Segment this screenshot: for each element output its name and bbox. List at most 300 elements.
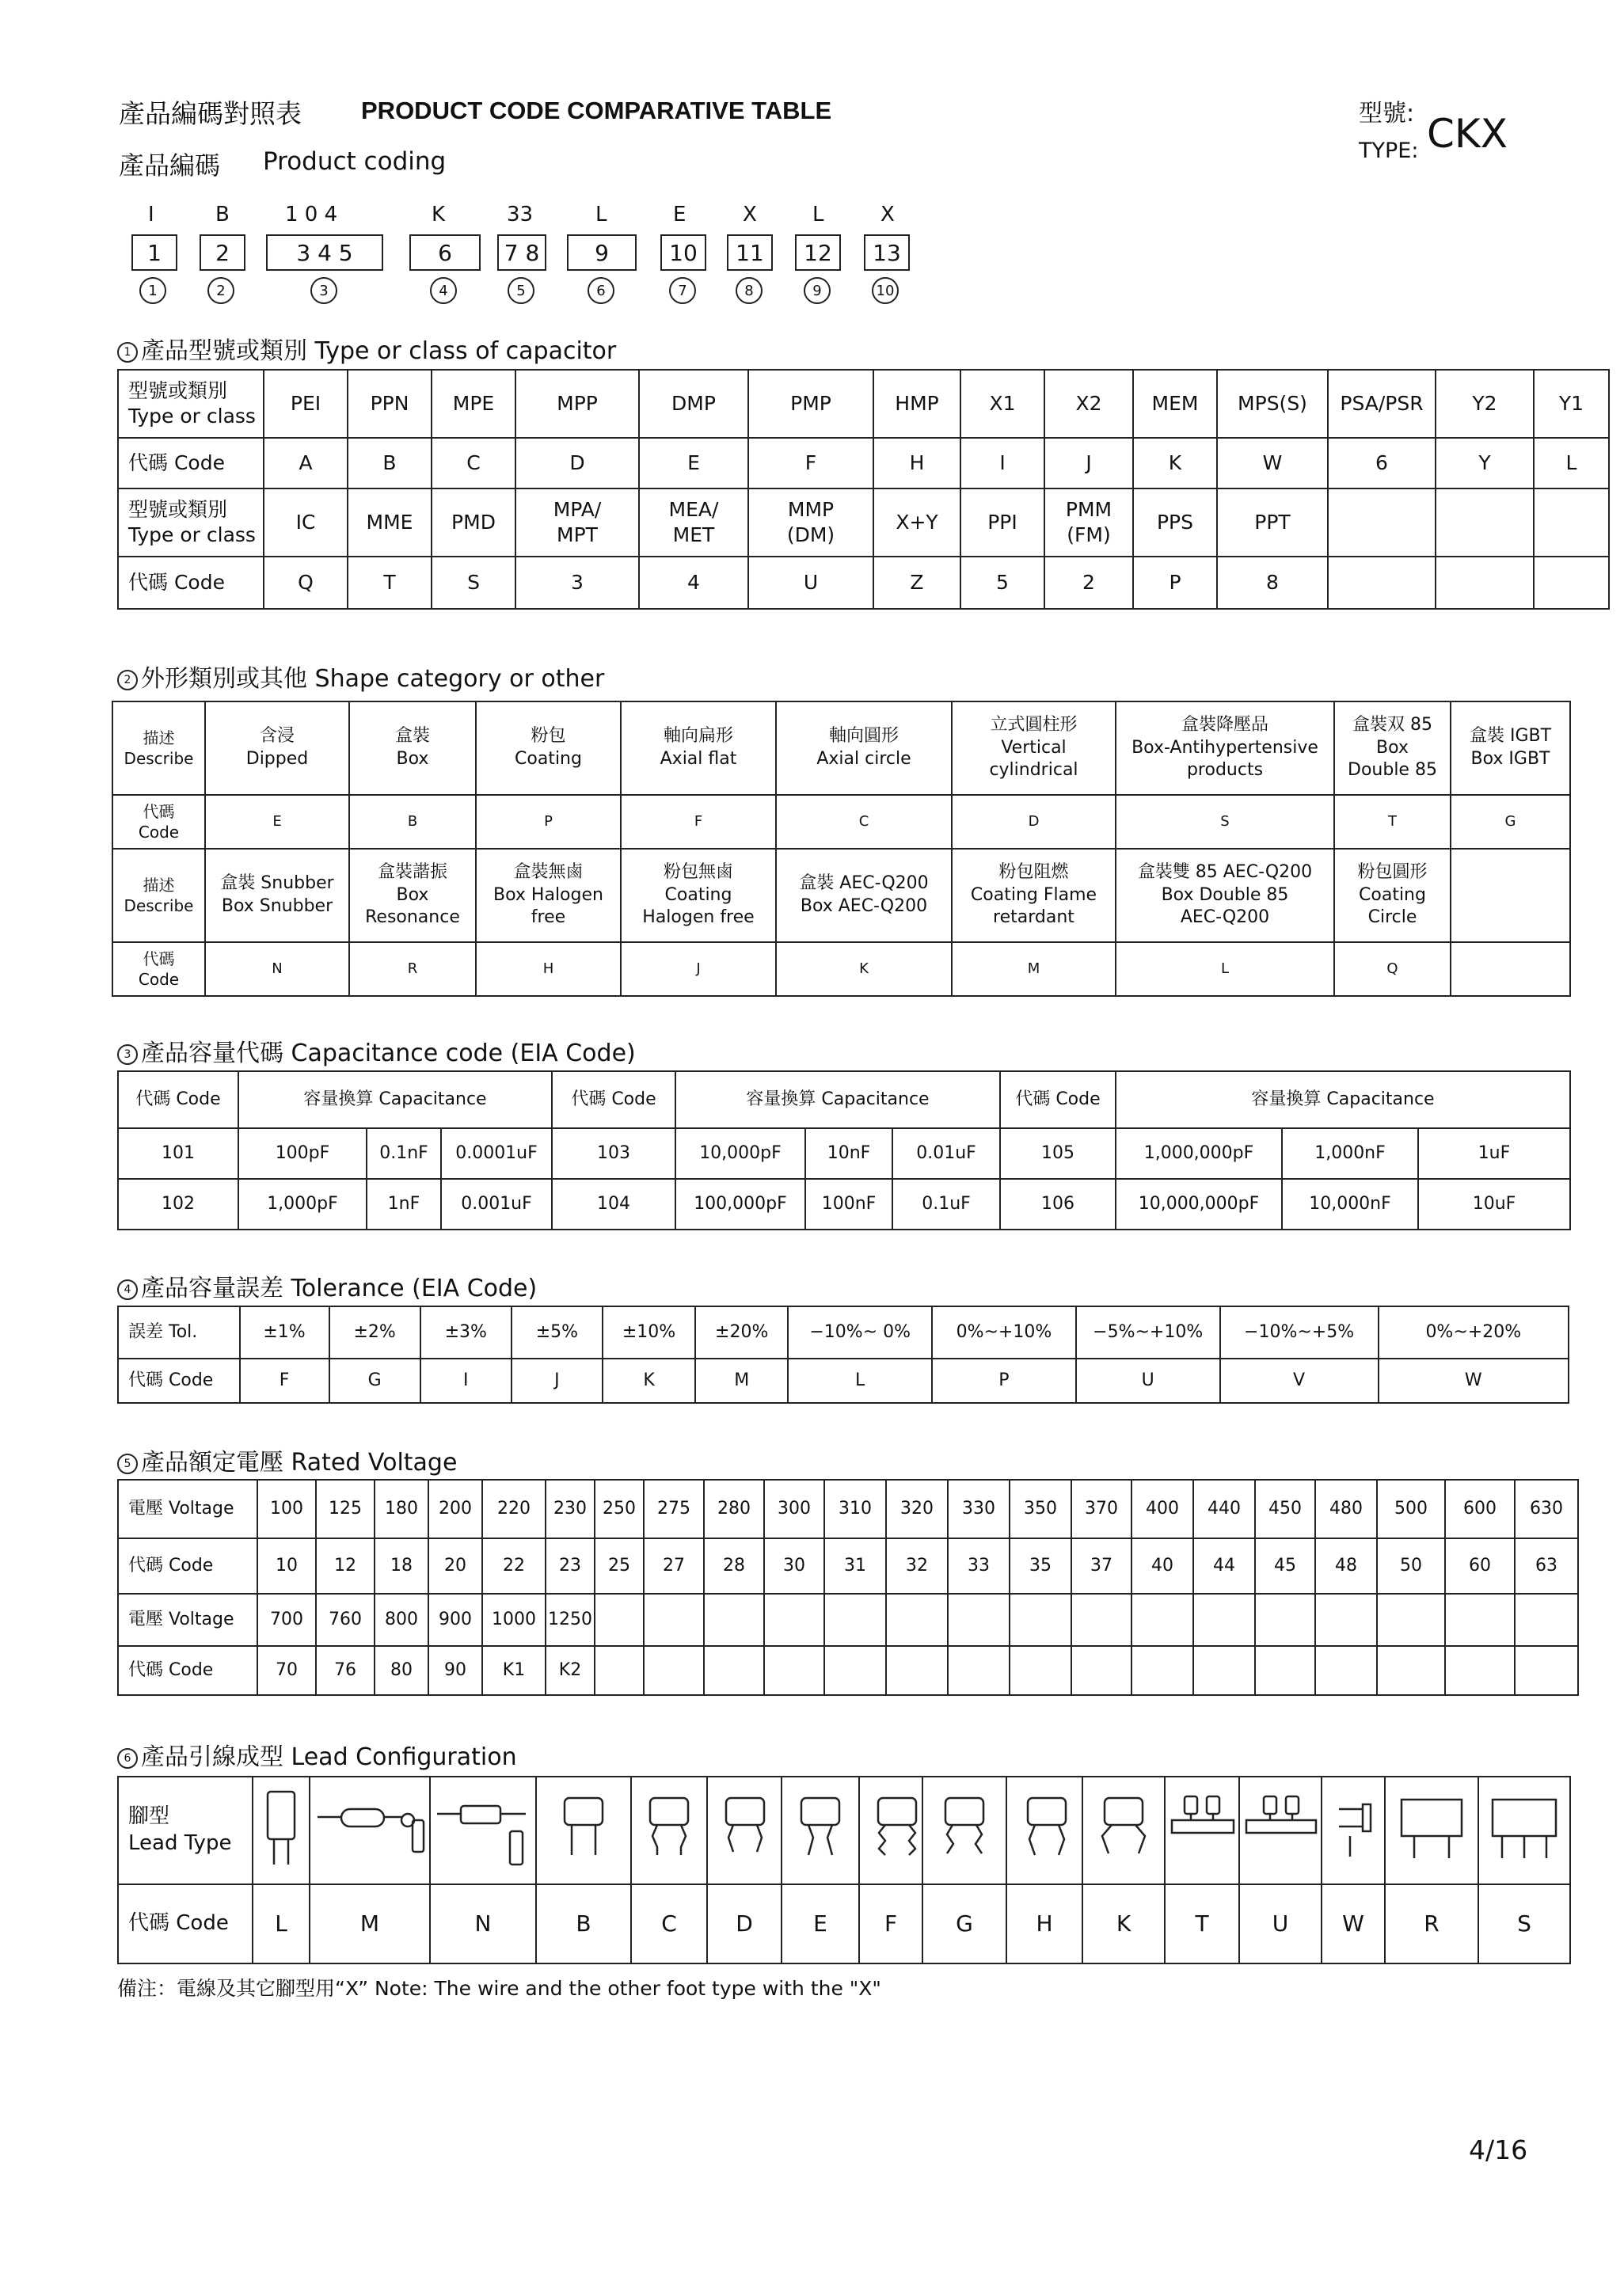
- table-cell: [595, 1646, 644, 1695]
- table-cell: Y1: [1534, 370, 1609, 438]
- row-header: 誤差 Tol.: [118, 1306, 240, 1359]
- table-row: [118, 1071, 1570, 1128]
- table-cell: B: [349, 795, 476, 849]
- section-number: 1: [117, 342, 138, 363]
- table-cell: 盒裝諧振 Box Resonance: [349, 849, 476, 942]
- footnote: 備注：電線及其它腳型用“X” Note: The wire and the other foot type with the "X": [117, 1977, 881, 2000]
- table-cell: 10,000nF: [1282, 1179, 1418, 1230]
- lead-type-m-icon: [310, 1777, 430, 1884]
- section-number: 5: [117, 1454, 138, 1474]
- table-cell: 600: [1445, 1480, 1515, 1538]
- table-cell: 200: [428, 1480, 482, 1538]
- table-cell: [948, 1646, 1010, 1695]
- table-cell: 280: [704, 1480, 764, 1538]
- table-cell: C: [631, 1884, 707, 1963]
- row-header: 代碼 Code: [118, 557, 264, 609]
- table-row: [112, 701, 1570, 795]
- table-cell: 盒裝 AEC-Q200 Box AEC-Q200: [776, 849, 952, 942]
- code-letter: 1 0 4: [285, 203, 338, 226]
- table-cell: 27: [644, 1538, 704, 1594]
- table-cell: 0.01uF: [892, 1128, 1000, 1179]
- code-box: 7 8: [497, 234, 546, 271]
- table-cell: [1451, 942, 1570, 996]
- table-cell: [644, 1594, 704, 1646]
- code-circle: 2: [207, 277, 234, 304]
- table-cell: 10uF: [1418, 1179, 1570, 1230]
- table-cell: E: [205, 795, 349, 849]
- table-cell: H: [476, 942, 621, 996]
- column-header: 代碼 Code: [1000, 1071, 1116, 1128]
- table-row: [118, 1538, 1578, 1594]
- lead-type-d-icon: [707, 1777, 782, 1884]
- table-cell: K: [603, 1359, 695, 1403]
- row-header: 代碼 Code: [118, 1646, 257, 1695]
- table-cell: [1328, 488, 1436, 557]
- code-box: 12: [795, 234, 841, 271]
- table-cell: ±1%: [240, 1306, 329, 1359]
- table-cell: F: [748, 438, 873, 488]
- table-cell: I: [960, 438, 1044, 488]
- table-cell: [1010, 1646, 1071, 1695]
- table-cell: K: [1082, 1884, 1165, 1963]
- table-cell: 800: [375, 1594, 428, 1646]
- table-cell: 4: [639, 557, 748, 609]
- table-cell: W: [1322, 1884, 1385, 1963]
- code-box: 2: [200, 234, 245, 271]
- table-cell: 0.1uF: [892, 1179, 1000, 1230]
- table-cell: 盒裝双 85 Box Double 85: [1334, 701, 1451, 795]
- lead-type-n-icon: [430, 1777, 536, 1884]
- table-cell: PEI: [264, 370, 348, 438]
- table-cell: [1315, 1594, 1377, 1646]
- table-cell: [1255, 1646, 1315, 1695]
- table-cell: M: [952, 942, 1116, 996]
- table-cell: K: [776, 942, 952, 996]
- table-cell: IC: [264, 488, 348, 557]
- row-header: 代碼 Code: [118, 438, 264, 488]
- table-cell: X+Y: [873, 488, 960, 557]
- row-header: 電壓 Voltage: [118, 1480, 257, 1538]
- table-cell: [595, 1594, 644, 1646]
- table-cell: Y2: [1436, 370, 1534, 438]
- table-cell: 20: [428, 1538, 482, 1594]
- table-cell: G: [1451, 795, 1570, 849]
- table-cell: [1515, 1594, 1578, 1646]
- table-cell: [948, 1594, 1010, 1646]
- table-cell: ±5%: [512, 1306, 603, 1359]
- table-row: [118, 1306, 1569, 1359]
- table-cell: −10%~ 0%: [788, 1306, 932, 1359]
- subtitle-cn: 產品編碼: [119, 150, 221, 181]
- section-4-title: [117, 1268, 537, 1303]
- table-cell: 1,000pF: [238, 1179, 367, 1230]
- table-cell: 100: [257, 1480, 316, 1538]
- table-cell: 500: [1377, 1480, 1445, 1538]
- table-cell: 0%~+10%: [932, 1306, 1076, 1359]
- table-cell: L: [1116, 942, 1334, 996]
- code-box: 3 4 5: [266, 234, 383, 271]
- section-title-text: 產品容量誤差 Tolerance (EIA Code): [141, 1275, 538, 1302]
- code-letter: I: [148, 203, 154, 226]
- table-cell: J: [512, 1359, 603, 1403]
- row-header: 型號或類別 Type or class: [118, 488, 264, 557]
- row-header: 代碼 Code: [118, 1538, 257, 1594]
- table-cell: [886, 1594, 948, 1646]
- table-cell: H: [873, 438, 960, 488]
- table-cell: 0.001uF: [441, 1179, 552, 1230]
- table-cell: 101: [118, 1128, 238, 1179]
- code-letter: X: [880, 203, 895, 226]
- code-circle: 8: [736, 277, 763, 304]
- table-cell: 3: [515, 557, 639, 609]
- table-cell: −5%~+10%: [1076, 1306, 1220, 1359]
- section-title-text: 產品引線成型 Lead Configuration: [141, 1743, 517, 1771]
- table-cell: 370: [1071, 1480, 1131, 1538]
- table-cell: W: [1379, 1359, 1569, 1403]
- table-cell: MMP (DM): [748, 488, 873, 557]
- shape-category-table: [112, 701, 1571, 997]
- code-letter: E: [673, 203, 686, 226]
- table-cell: 10: [257, 1538, 316, 1594]
- table-cell: 1,000,000pF: [1116, 1128, 1282, 1179]
- table-cell: 90: [428, 1646, 482, 1695]
- table-cell: [1193, 1646, 1255, 1695]
- table-cell: 1,000nF: [1282, 1128, 1418, 1179]
- type-label-en: TYPE:: [1359, 139, 1419, 163]
- table-cell: K1: [482, 1646, 546, 1695]
- table-cell: ±2%: [329, 1306, 420, 1359]
- table-cell: 2: [1044, 557, 1133, 609]
- table-cell: E: [782, 1884, 859, 1963]
- table-row: [118, 438, 1609, 488]
- table-cell: 1uF: [1418, 1128, 1570, 1179]
- table-cell: 35: [1010, 1538, 1071, 1594]
- table-cell: B: [348, 438, 432, 488]
- code-box: 11: [727, 234, 773, 271]
- table-cell: 0.0001uF: [441, 1128, 552, 1179]
- table-cell: 330: [948, 1480, 1010, 1538]
- table-cell: 80: [375, 1646, 428, 1695]
- table-cell: 275: [644, 1480, 704, 1538]
- table-cell: 300: [764, 1480, 824, 1538]
- lead-type-f-icon: [859, 1777, 922, 1884]
- lead-type-w-icon: [1322, 1777, 1385, 1884]
- table-cell: MPS(S): [1217, 370, 1328, 438]
- table-cell: [764, 1646, 824, 1695]
- table-cell: L: [1534, 438, 1609, 488]
- lead-type-l-icon: [253, 1777, 310, 1884]
- row-header: 代碼 Code: [118, 1359, 240, 1403]
- table-row: [112, 942, 1570, 996]
- rated-voltage-table: [117, 1479, 1579, 1696]
- table-cell: [1193, 1594, 1255, 1646]
- table-cell: [886, 1646, 948, 1695]
- table-cell: M: [310, 1884, 430, 1963]
- table-cell: [1377, 1594, 1445, 1646]
- table-cell: [704, 1646, 764, 1695]
- table-cell: W: [1217, 438, 1328, 488]
- table-cell: U: [748, 557, 873, 609]
- table-cell: 25: [595, 1538, 644, 1594]
- table-cell: A: [264, 438, 348, 488]
- table-cell: M: [695, 1359, 788, 1403]
- table-cell: C: [776, 795, 952, 849]
- table-cell: P: [932, 1359, 1076, 1403]
- table-row: [118, 1594, 1578, 1646]
- table-cell: 220: [482, 1480, 546, 1538]
- table-row: [112, 795, 1570, 849]
- code-circle: 7: [669, 277, 696, 304]
- table-cell: 40: [1131, 1538, 1193, 1594]
- table-cell: 37: [1071, 1538, 1131, 1594]
- table-cell: 粉包圓形 Coating Circle: [1334, 849, 1451, 942]
- code-circle: 6: [588, 277, 614, 304]
- code-circle: 1: [139, 277, 166, 304]
- table-cell: X1: [960, 370, 1044, 438]
- table-cell: Z: [873, 557, 960, 609]
- type-class-table: [117, 369, 1610, 610]
- table-cell: E: [639, 438, 748, 488]
- table-cell: 320: [886, 1480, 948, 1538]
- table-cell: 6: [1328, 438, 1436, 488]
- table-cell: P: [1133, 557, 1217, 609]
- table-cell: 400: [1131, 1480, 1193, 1538]
- code-box: 10: [660, 234, 706, 271]
- table-cell: D: [515, 438, 639, 488]
- table-cell: 60: [1445, 1538, 1515, 1594]
- table-cell: [1131, 1594, 1193, 1646]
- table-cell: 125: [316, 1480, 375, 1538]
- code-circle: 4: [430, 277, 457, 304]
- table-cell: ±10%: [603, 1306, 695, 1359]
- table-cell: [1515, 1646, 1578, 1695]
- section-2-title: [117, 659, 604, 694]
- table-cell: [1131, 1646, 1193, 1695]
- table-cell: DMP: [639, 370, 748, 438]
- column-header: 代碼 Code: [552, 1071, 675, 1128]
- table-cell: F: [240, 1359, 329, 1403]
- table-cell: 5: [960, 557, 1044, 609]
- code-circle: 9: [804, 277, 831, 304]
- table-cell: 700: [257, 1594, 316, 1646]
- table-cell: 18: [375, 1538, 428, 1594]
- table-cell: R: [349, 942, 476, 996]
- table-cell: [824, 1646, 886, 1695]
- table-cell: MEM: [1133, 370, 1217, 438]
- table-cell: 粉包阻燃 Coating Flame retardant: [952, 849, 1116, 942]
- column-header: 代碼 Code: [118, 1071, 238, 1128]
- row-header: 描述 Describe: [112, 849, 205, 942]
- table-cell: [1445, 1646, 1515, 1695]
- column-header: 容量換算 Capacitance: [1116, 1071, 1570, 1128]
- table-cell: B: [536, 1884, 631, 1963]
- row-header: 描述 Describe: [112, 701, 205, 795]
- table-cell: 軸向圓形 Axial circle: [776, 701, 952, 795]
- table-row: [118, 1179, 1570, 1230]
- table-cell: ±20%: [695, 1306, 788, 1359]
- table-cell: 23: [546, 1538, 595, 1594]
- table-cell: 760: [316, 1594, 375, 1646]
- lead-type-h-icon: [1006, 1777, 1082, 1884]
- code-letter: L: [595, 203, 607, 226]
- table-cell: 軸向扁形 Axial flat: [621, 701, 776, 795]
- table-cell: PMD: [432, 488, 515, 557]
- section-title-text: 產品容量代碼 Capacitance code (EIA Code): [141, 1040, 636, 1067]
- table-cell: 350: [1010, 1480, 1071, 1538]
- table-row: [118, 1480, 1578, 1538]
- table-cell: [1315, 1646, 1377, 1695]
- row-header: 型號或類別 Type or class: [118, 370, 264, 438]
- page-title-cn: 產品編碼對照表: [119, 98, 302, 129]
- table-cell: T: [1334, 795, 1451, 849]
- table-cell: MEA/ MET: [639, 488, 748, 557]
- table-cell: −10%~+5%: [1220, 1306, 1379, 1359]
- section-number: 4: [117, 1279, 138, 1300]
- code-letter: B: [215, 203, 230, 226]
- section-1-title: [117, 331, 616, 366]
- table-row: [118, 1884, 1570, 1963]
- table-cell: 180: [375, 1480, 428, 1538]
- table-cell: 30: [764, 1538, 824, 1594]
- lead-type-r-icon: [1385, 1777, 1478, 1884]
- table-cell: J: [1044, 438, 1133, 488]
- table-cell: 450: [1255, 1480, 1315, 1538]
- lead-configuration-table: [117, 1776, 1571, 1964]
- row-header: 電壓 Voltage: [118, 1594, 257, 1646]
- table-cell: 250: [595, 1480, 644, 1538]
- section-title-text: 產品型號或類別 Type or class of capacitor: [141, 337, 617, 365]
- table-cell: 63: [1515, 1538, 1578, 1594]
- column-header: 容量換算 Capacitance: [675, 1071, 1000, 1128]
- table-cell: 100,000pF: [675, 1179, 805, 1230]
- table-cell: HMP: [873, 370, 960, 438]
- table-cell: 10,000pF: [675, 1128, 805, 1179]
- table-cell: 480: [1315, 1480, 1377, 1538]
- table-row: [118, 557, 1609, 609]
- table-cell: X2: [1044, 370, 1133, 438]
- table-row: [118, 1777, 1570, 1884]
- table-cell: [1328, 557, 1436, 609]
- table-cell: 盒裝降壓品 Box-Antihypertensive products: [1116, 701, 1334, 795]
- lead-type-b-icon: [536, 1777, 631, 1884]
- table-cell: MME: [348, 488, 432, 557]
- table-cell: [1436, 488, 1534, 557]
- table-cell: ±3%: [420, 1306, 512, 1359]
- table-cell: 1000: [482, 1594, 546, 1646]
- table-cell: 70: [257, 1646, 316, 1695]
- table-row: [118, 1646, 1578, 1695]
- table-cell: P: [476, 795, 621, 849]
- table-cell: [764, 1594, 824, 1646]
- column-header: 容量換算 Capacitance: [238, 1071, 552, 1128]
- lead-type-c-icon: [631, 1777, 707, 1884]
- table-cell: [644, 1646, 704, 1695]
- table-cell: 105: [1000, 1128, 1116, 1179]
- table-cell: L: [788, 1359, 932, 1403]
- type-label-cn: 型號:: [1359, 100, 1415, 127]
- lead-type-e-icon: [782, 1777, 859, 1884]
- table-cell: PMM (FM): [1044, 488, 1133, 557]
- table-cell: 45: [1255, 1538, 1315, 1594]
- table-cell: 104: [552, 1179, 675, 1230]
- table-cell: H: [1006, 1884, 1082, 1963]
- table-cell: F: [859, 1884, 922, 1963]
- table-cell: Q: [264, 557, 348, 609]
- table-cell: 22: [482, 1538, 546, 1594]
- table-cell: Q: [1334, 942, 1451, 996]
- table-cell: 盒裝雙 85 AEC-Q200 Box Double 85 AEC-Q200: [1116, 849, 1334, 942]
- table-cell: U: [1239, 1884, 1322, 1963]
- table-cell: 100pF: [238, 1128, 367, 1179]
- row-header: 代碼 Code: [112, 795, 205, 849]
- table-cell: PPT: [1217, 488, 1328, 557]
- row-header: 代碼 Code: [112, 942, 205, 996]
- table-cell: 粉包無鹵 Coating Halogen free: [621, 849, 776, 942]
- table-cell: 900: [428, 1594, 482, 1646]
- table-cell: PPN: [348, 370, 432, 438]
- table-cell: V: [1220, 1359, 1379, 1403]
- code-box: 6: [409, 234, 481, 271]
- table-cell: 630: [1515, 1480, 1578, 1538]
- section-number: 3: [117, 1044, 138, 1065]
- table-cell: [1071, 1594, 1131, 1646]
- section-title-text: 產品額定電壓 Rated Voltage: [141, 1449, 458, 1477]
- table-cell: 310: [824, 1480, 886, 1538]
- table-cell: 28: [704, 1538, 764, 1594]
- table-row: [118, 370, 1609, 438]
- table-cell: 立式圓柱形 Vertical cylindrical: [952, 701, 1116, 795]
- table-cell: 粉包 Coating: [476, 701, 621, 795]
- table-cell: 盒裝 Box: [349, 701, 476, 795]
- table-cell: [1451, 849, 1570, 942]
- row-header: 腳型 Lead Type: [118, 1777, 253, 1884]
- table-cell: [704, 1594, 764, 1646]
- table-cell: S: [1116, 795, 1334, 849]
- capacitance-code-table: [117, 1070, 1571, 1230]
- table-cell: PMP: [748, 370, 873, 438]
- lead-type-g-icon: [922, 1777, 1006, 1884]
- table-cell: 10nF: [805, 1128, 892, 1179]
- code-letter: X: [743, 203, 757, 226]
- section-3-title: [117, 1033, 636, 1068]
- table-cell: C: [432, 438, 515, 488]
- table-cell: [1534, 488, 1609, 557]
- code-circle: 5: [508, 277, 534, 304]
- type-value: CKX: [1427, 111, 1508, 157]
- table-cell: K2: [546, 1646, 595, 1695]
- table-cell: U: [1076, 1359, 1220, 1403]
- table-cell: 48: [1315, 1538, 1377, 1594]
- table-cell: S: [432, 557, 515, 609]
- code-circle: 10: [872, 277, 899, 304]
- table-cell: [1377, 1646, 1445, 1695]
- code-circle: 3: [310, 277, 337, 304]
- table-cell: 0.1nF: [367, 1128, 441, 1179]
- table-cell: I: [420, 1359, 512, 1403]
- code-box: 9: [567, 234, 637, 271]
- lead-type-k-icon: [1082, 1777, 1165, 1884]
- table-cell: PSA/PSR: [1328, 370, 1436, 438]
- table-cell: [824, 1594, 886, 1646]
- table-cell: [1445, 1594, 1515, 1646]
- table-cell: 10,000,000pF: [1116, 1179, 1282, 1230]
- lead-type-u-icon: [1239, 1777, 1322, 1884]
- table-cell: 盒裝 Snubber Box Snubber: [205, 849, 349, 942]
- subtitle-en: Product coding: [263, 147, 447, 176]
- table-cell: 230: [546, 1480, 595, 1538]
- table-cell: 100nF: [805, 1179, 892, 1230]
- table-cell: 102: [118, 1179, 238, 1230]
